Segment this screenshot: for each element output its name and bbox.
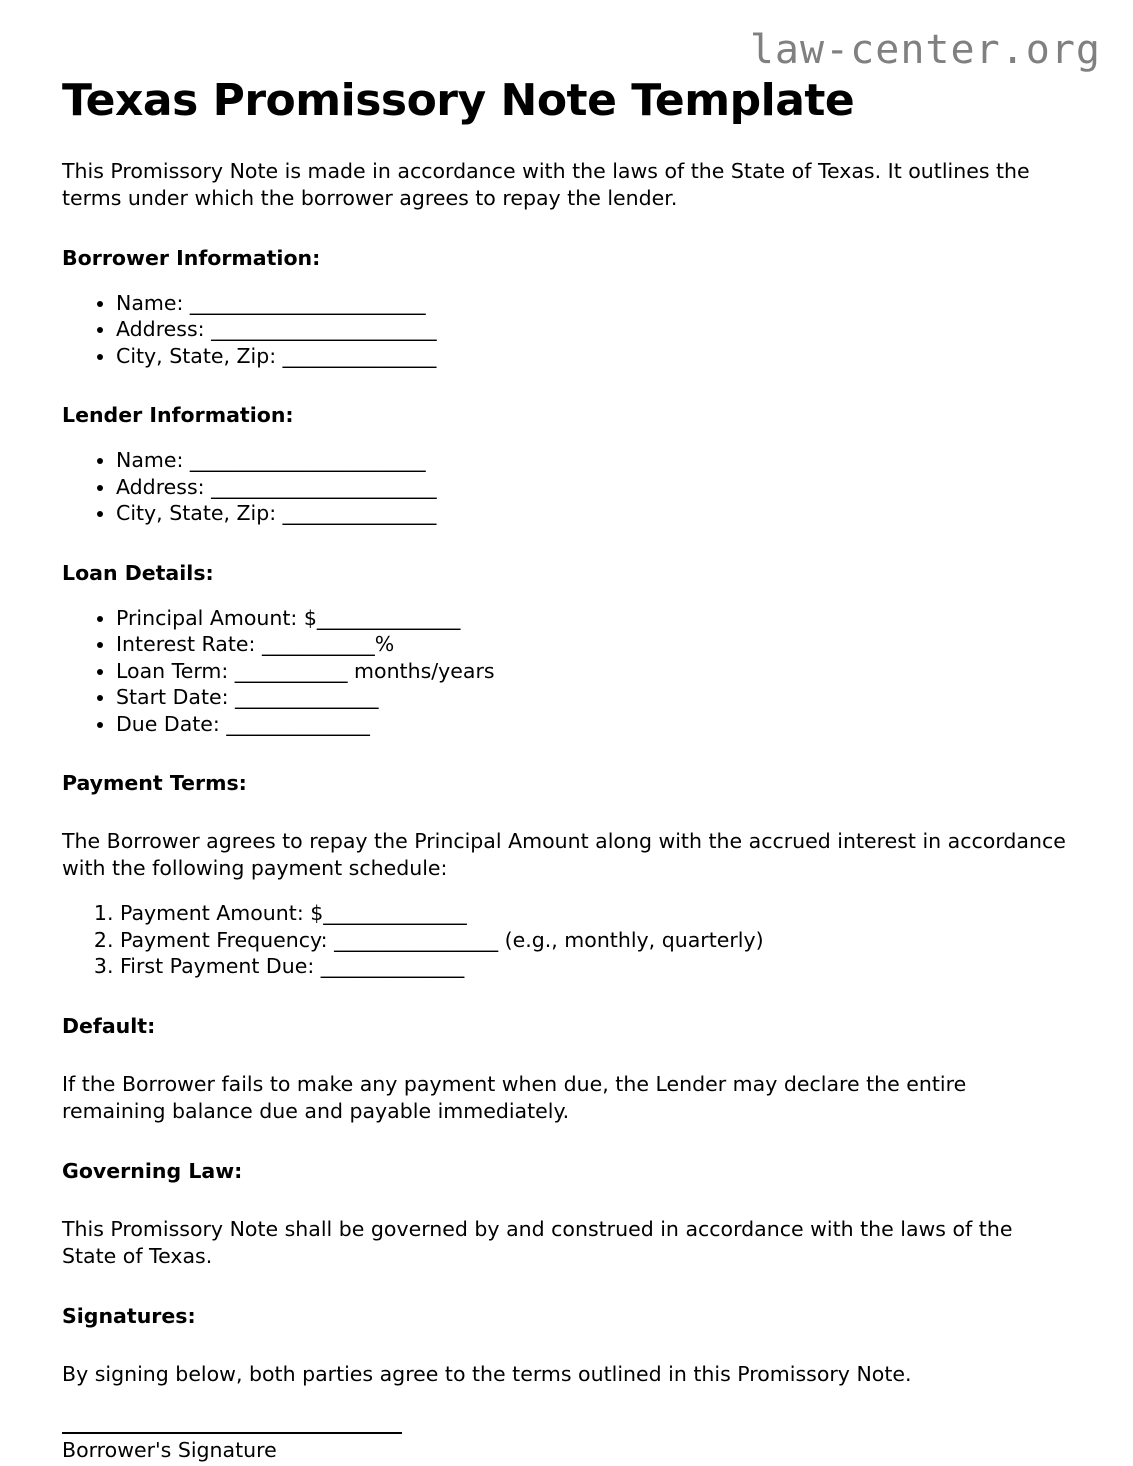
list-item: 3. First Payment Due: ______________ <box>120 953 1071 980</box>
list-item: 1. Payment Amount: $______________ <box>120 900 1071 927</box>
list-item: • Loan Term: ___________ months/years <box>116 658 1071 685</box>
governing-law-paragraph: This Promissory Note shall be governed by and construed in accordance with the laws of the State of Texas. <box>62 1216 1013 1268</box>
list-item: • City, State, Zip: _______________ <box>116 500 1071 527</box>
signatures-paragraph: By signing below, both parties agree to the terms outlined in this Promissory Note. <box>62 1361 912 1386</box>
section-heading-default: Default: <box>62 1013 156 1038</box>
lender-information-list <box>62 447 1071 527</box>
borrower-signature-block <box>62 1432 1071 1464</box>
borrower-signature-line[interactable] <box>62 1432 402 1434</box>
payment-terms-paragraph: The Borrower agrees to repay the Principal Amount along with the accrued interest in accordance with the following payment schedule: <box>62 829 1066 881</box>
list-item: • Address: ______________________ <box>116 316 1071 343</box>
intro-paragraph: This Promissory Note is made in accordance with the laws of the State of Texas. It outlines the terms under which the borrower agrees to repay the lender. <box>62 158 1030 210</box>
list-item: • Name: _______________________ <box>116 290 1071 317</box>
list-item: 2. Payment Frequency: ________________ (e.g., monthly, quarterly) <box>120 927 1071 954</box>
site-watermark: law-center.org <box>749 27 1101 73</box>
default-paragraph: If the Borrower fails to make any payment when due, the Lender may declare the entire remaining balance due and payable immediately. <box>62 1071 967 1123</box>
list-item: • City, State, Zip: _______________ <box>116 343 1071 370</box>
list-item: • Name: _______________________ <box>116 447 1071 474</box>
list-item: • Address: ______________________ <box>116 474 1071 501</box>
page-title: Texas Promissory Note Template <box>62 75 855 126</box>
loan-details-list <box>62 605 1071 738</box>
list-item: • Principal Amount: $______________ <box>116 605 1071 632</box>
list-item: • Interest Rate: ___________% <box>116 631 1071 658</box>
section-heading-loan-details: Loan Details: <box>62 560 214 585</box>
section-heading-signatures: Signatures: <box>62 1303 196 1328</box>
section-heading-governing-law: Governing Law: <box>62 1158 243 1183</box>
list-item: • Start Date: ______________ <box>116 684 1071 711</box>
list-item: • Due Date: ______________ <box>116 711 1071 738</box>
borrower-information-list <box>62 290 1071 370</box>
borrower-signature-label: Borrower's Signature <box>62 1437 277 1462</box>
section-heading-payment-terms: Payment Terms: <box>62 771 247 796</box>
section-heading-lender-information: Lender Information: <box>62 403 294 428</box>
payment-schedule-list <box>62 900 1071 980</box>
section-heading-borrower-information: Borrower Information: <box>62 245 321 270</box>
